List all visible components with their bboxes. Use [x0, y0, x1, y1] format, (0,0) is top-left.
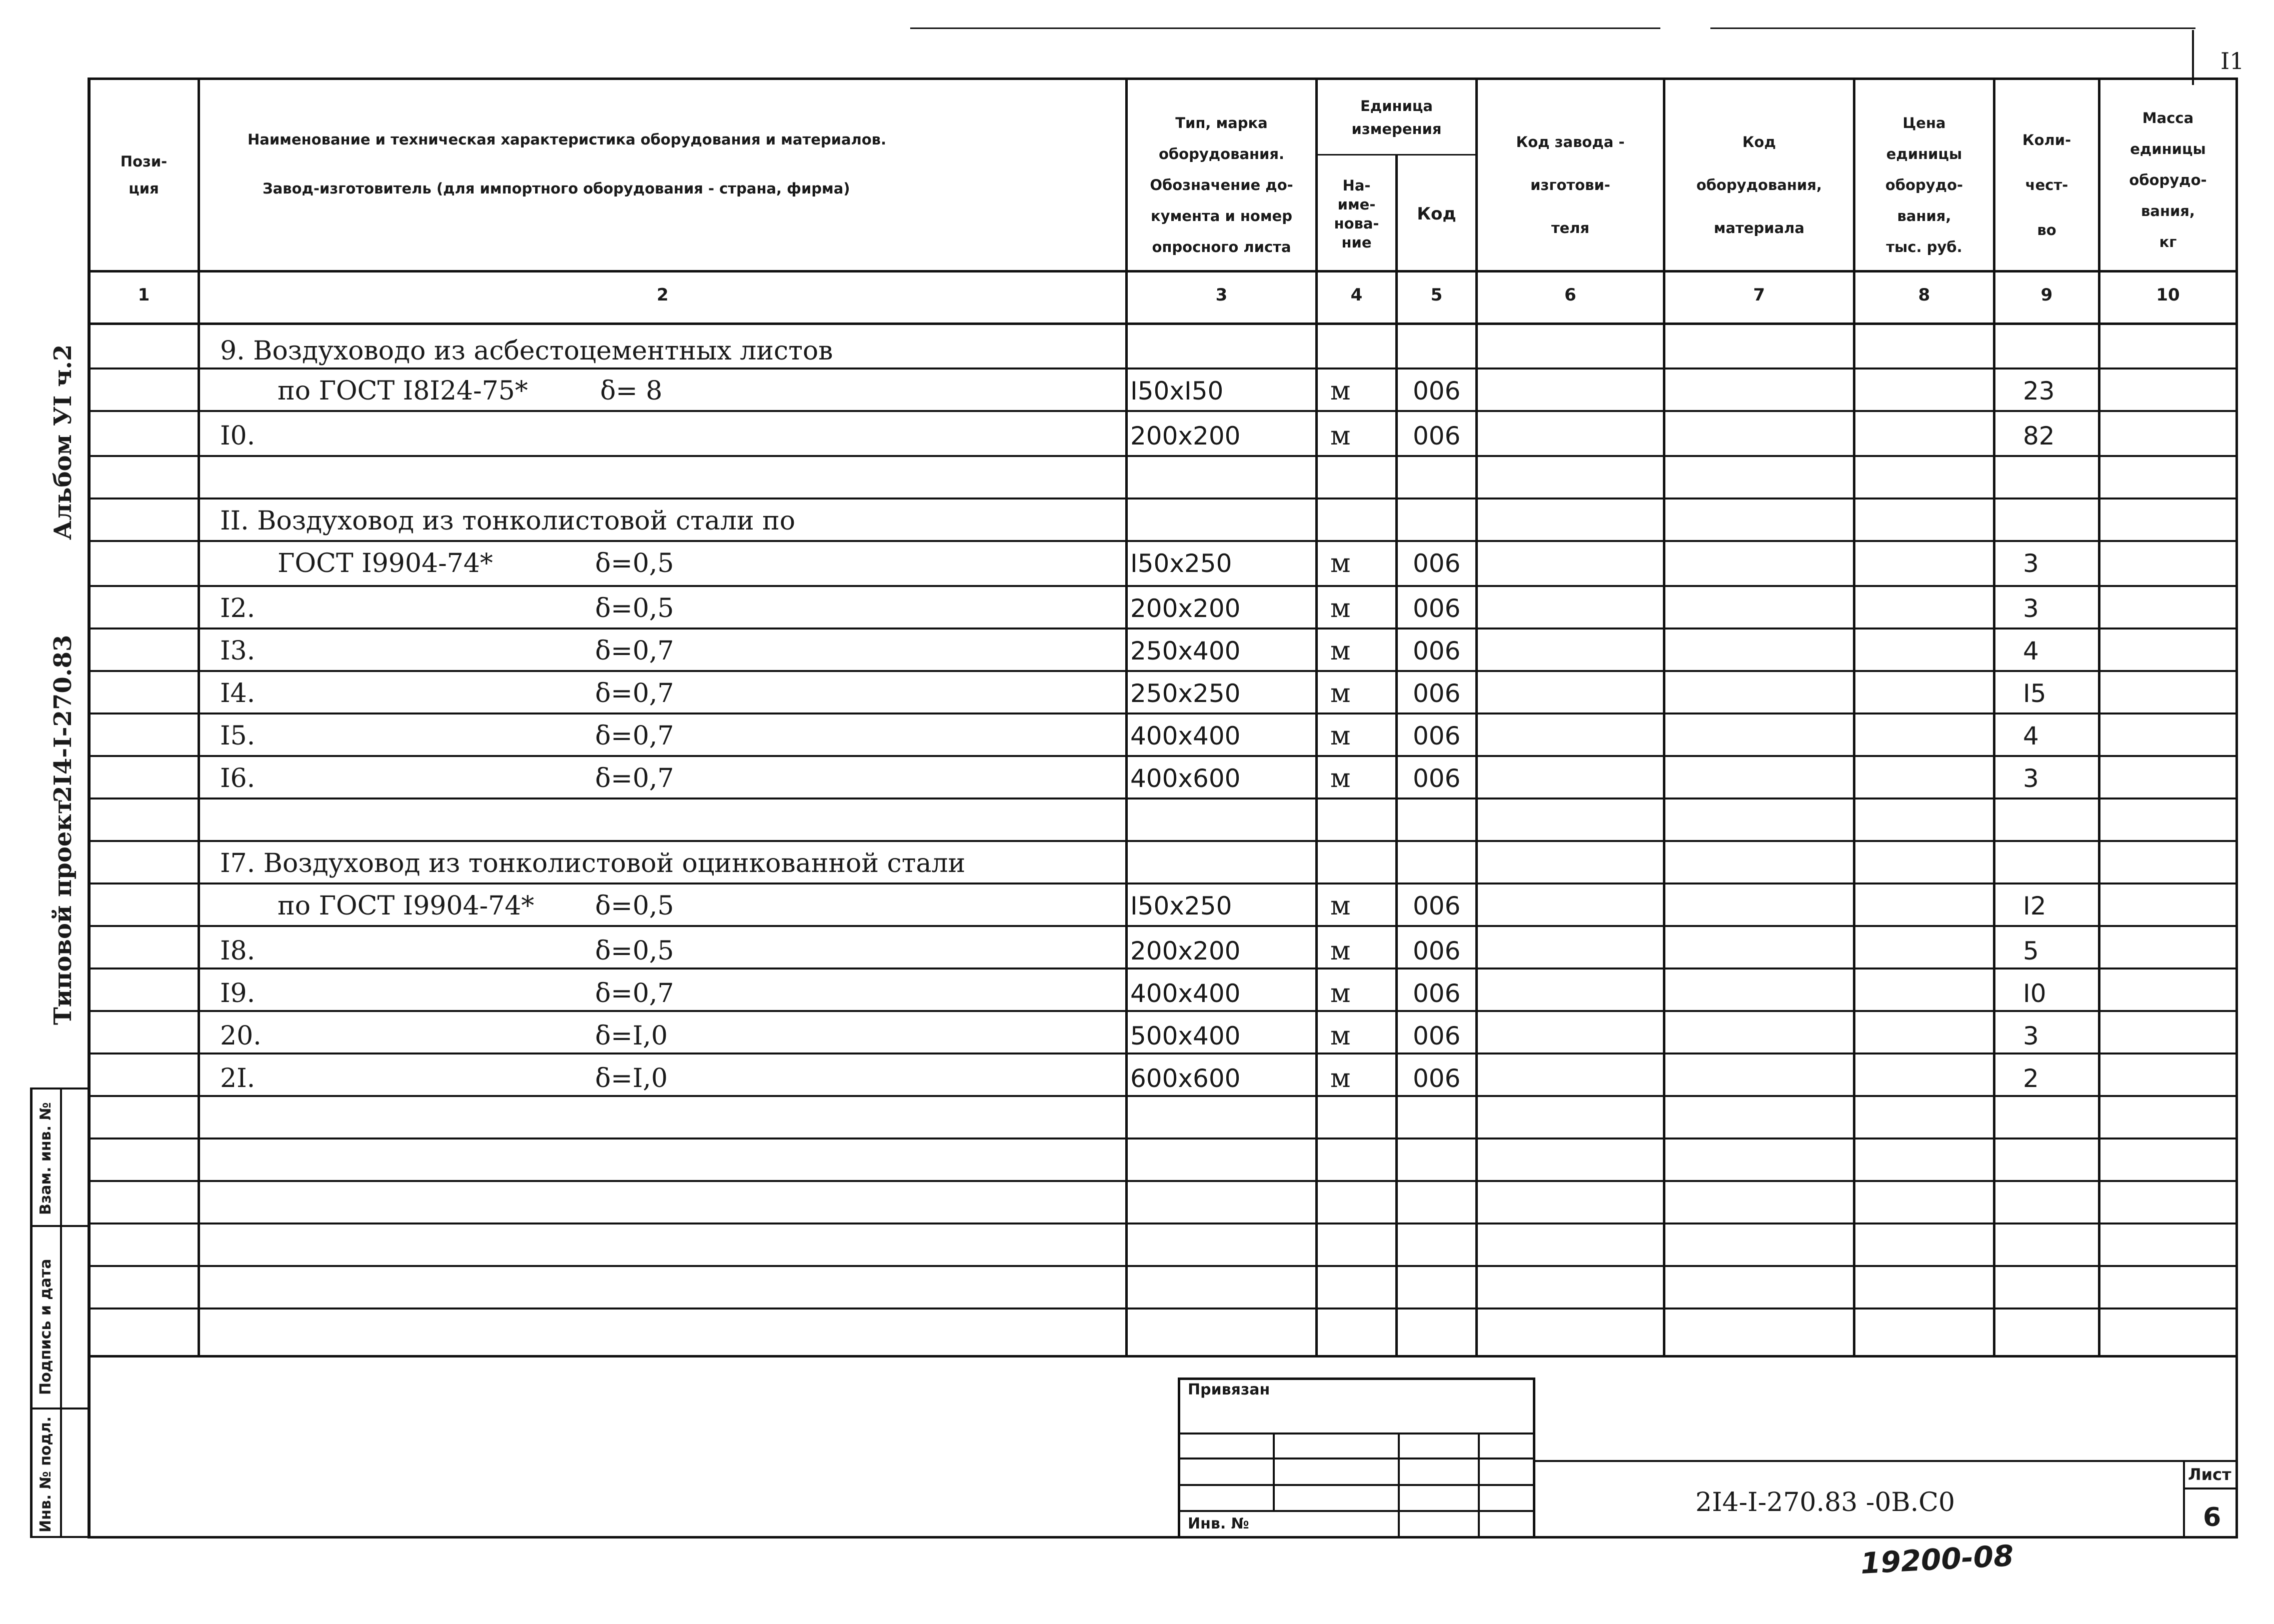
row-spec: δ=0,5 [595, 594, 674, 624]
row-type: 400x600 [1130, 764, 1241, 793]
header-unit-mass: Масса единицы оборудо- вания, кг [2129, 110, 2207, 250]
row-code: 006 [1413, 764, 1461, 793]
row-unit: м [1330, 721, 1351, 751]
row-type: 600x600 [1130, 1064, 1241, 1093]
row-unit: м [1330, 421, 1351, 451]
row-spec: δ=I,0 [595, 1064, 668, 1094]
col-number-1: 1 [138, 285, 150, 305]
row-name: по ГОСТ I8I24-75* [278, 376, 528, 406]
row-qty: 3 [2023, 594, 2039, 623]
table-right-border [2235, 78, 2238, 1538]
row-unit: м [1330, 678, 1351, 708]
row-spec: δ=0,7 [595, 636, 674, 666]
row-type: 400x400 [1130, 722, 1241, 750]
row-name: I2. [220, 594, 256, 624]
side-label-inv-podl: Инв. № подл. [37, 1416, 55, 1532]
col-number-10: 10 [2156, 285, 2180, 305]
row-unit: м [1330, 764, 1351, 794]
side-label-project: Типовой проект [49, 799, 77, 1025]
header-equipment-code: Код оборудования, материала [1696, 134, 1822, 236]
row-name: I0. [220, 421, 256, 451]
row-name: I3. [220, 636, 256, 666]
row-unit: м [1330, 936, 1351, 966]
row-type: 250x400 [1130, 636, 1241, 666]
header-type: Тип, марка оборудования. Обозначение до- кумента и номер опросного листа [1150, 114, 1293, 256]
header-position: Пози- ция [120, 153, 168, 197]
col-number-4: 4 [1350, 285, 1363, 305]
row-type: I50x250 [1130, 892, 1232, 920]
stamp-privyazan: Привязан [1188, 1381, 1270, 1398]
stamp-doc-code: 2I4-I-270.83 -0В.С0 [1695, 1488, 1955, 1518]
row-code: 006 [1413, 422, 1461, 450]
row-unit: м [1330, 1021, 1351, 1051]
row-unit: м [1330, 548, 1351, 578]
header-unit: Единица измерения [1351, 98, 1442, 138]
row-spec: δ=I,0 [595, 1021, 668, 1051]
row-type: 200x200 [1130, 594, 1241, 623]
row-name: по ГОСТ I9904-74* [278, 891, 535, 921]
row-type: I50x250 [1130, 549, 1232, 578]
row-code: 006 [1413, 979, 1461, 1008]
row-type: 500x400 [1130, 1022, 1241, 1050]
corner-sheet-mark: I1 [2220, 48, 2244, 74]
row-name: I4. [220, 678, 256, 708]
row-spec: δ=0,5 [595, 548, 674, 578]
row-spec: δ=0,7 [595, 978, 674, 1008]
row-type: 250x250 [1130, 679, 1241, 708]
row-qty: 3 [2023, 1022, 2039, 1050]
row-unit: м [1330, 1064, 1351, 1094]
row-unit: м [1330, 594, 1351, 624]
row-qty: 3 [2023, 764, 2039, 793]
header-name-line1: Наименование и техническая характеристика оборудования и материалов. [248, 131, 887, 148]
col-number-8: 8 [1918, 285, 1930, 305]
row-spec: δ=0,7 [595, 721, 674, 751]
row-qty: 5 [2023, 936, 2039, 966]
row-name: I8. [220, 936, 256, 966]
col-number-5: 5 [1430, 285, 1443, 305]
row-code: 006 [1413, 679, 1461, 708]
header-name-line2: Завод-изготовитель (для импортного оборудования - страна, фирма) [263, 180, 850, 197]
side-label-podpis: Подпись и дата [37, 1258, 55, 1395]
row-qty: I5 [2023, 679, 2046, 708]
row-spec: δ=0,5 [595, 936, 674, 966]
row-spec: δ=0,5 [595, 891, 674, 921]
row-spec: δ=0,7 [595, 678, 674, 708]
row-name: I9. [220, 978, 256, 1008]
row-name: ГОСТ I9904-74* [278, 548, 493, 578]
col-number-7: 7 [1753, 285, 1765, 305]
row-unit: м [1330, 891, 1351, 921]
row-code: 006 [1413, 936, 1461, 966]
row-qty: 23 [2023, 376, 2055, 406]
row-qty: 3 [2023, 549, 2039, 578]
row-unit: м [1330, 636, 1351, 666]
stamp-list-label: Лист [2188, 1465, 2231, 1484]
header-unit-name: На- име- нова- ние [1334, 176, 1379, 251]
row-code: 006 [1413, 1064, 1461, 1093]
row-unit: м [1330, 978, 1351, 1008]
row-name: II. Воздуховод из тонколистовой стали по [220, 506, 796, 536]
row-qty: I0 [2023, 979, 2046, 1008]
row-qty: 2 [2023, 1064, 2039, 1093]
handwritten-archive-number: 19200-08 [1859, 1538, 2015, 1580]
header-unit-code: Код [1417, 204, 1456, 224]
row-name: I6. [220, 764, 256, 794]
row-code: 006 [1413, 1022, 1461, 1050]
side-label-vzam: Взам. инв. № [37, 1102, 55, 1215]
row-spec: δ=0,7 [595, 764, 674, 794]
col-number-6: 6 [1564, 285, 1576, 305]
col-number-9: 9 [2040, 285, 2053, 305]
header-plant-code: Код завода - изготови- теля [1516, 134, 1625, 236]
row-qty: I2 [2023, 892, 2046, 920]
row-unit: м [1330, 376, 1351, 406]
stamp-list-number: 6 [2203, 1502, 2221, 1532]
row-qty: 82 [2023, 422, 2055, 450]
row-name: I5. [220, 721, 256, 751]
row-spec: δ= 8 [600, 376, 663, 406]
row-code: 006 [1413, 892, 1461, 920]
row-name: 2I. [220, 1064, 256, 1094]
row-type: 200x200 [1130, 936, 1241, 966]
row-type: 400x400 [1130, 979, 1241, 1008]
col-number-3: 3 [1215, 285, 1228, 305]
stamp-inv-no: Инв. № [1188, 1515, 1249, 1532]
row-name: 9. Воздуховодо из асбестоцементных листов [220, 336, 833, 366]
row-type: I50xI50 [1130, 376, 1224, 406]
row-code: 006 [1413, 549, 1461, 578]
row-code: 006 [1413, 376, 1461, 406]
row-qty: 4 [2023, 722, 2039, 750]
side-label-project-code: 2I4-I-270.83 [49, 634, 77, 802]
header-quantity: Коли- чест- во [2022, 132, 2071, 238]
row-code: 006 [1413, 636, 1461, 666]
table-top-border [88, 78, 2238, 80]
row-type: 200x200 [1130, 422, 1241, 450]
row-code: 006 [1413, 594, 1461, 623]
row-name: I7. Воздуховод из тонколистовой оцинкованной стали [220, 848, 966, 878]
row-code: 006 [1413, 722, 1461, 750]
row-name: 20. [220, 1021, 262, 1051]
side-label-album: Альбом УI ч.2 [49, 344, 77, 540]
row-qty: 4 [2023, 636, 2039, 666]
header-unit-price: Цена единицы оборудо- вания, тыс. руб. [1885, 114, 1963, 256]
col-number-2: 2 [657, 285, 669, 305]
